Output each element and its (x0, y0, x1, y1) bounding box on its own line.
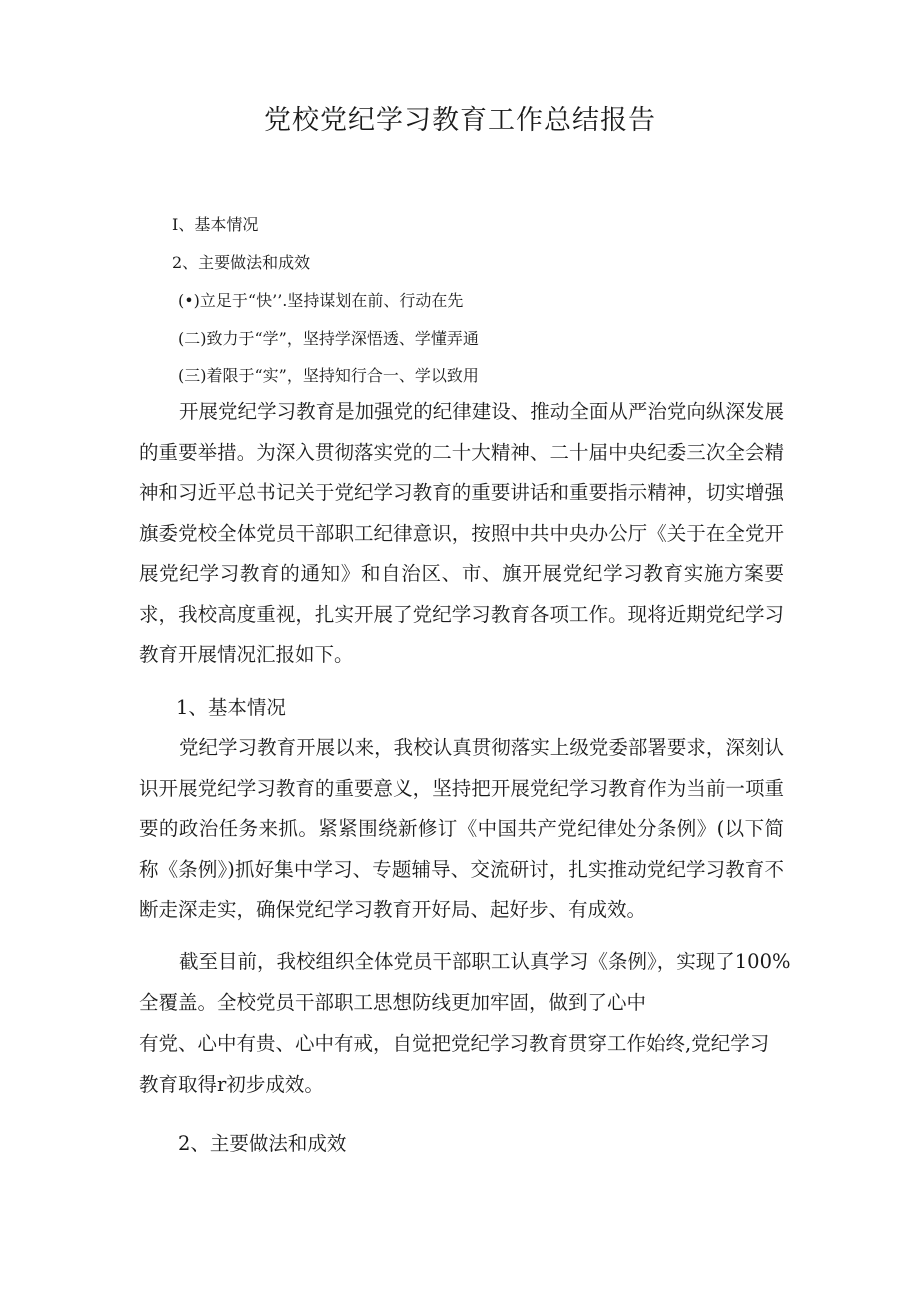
section-1-heading: 1、基本情况 (176, 696, 286, 719)
toc-subitem-1: (•)立足于“快’’.坚持谋划在前、行动在先 (178, 291, 464, 310)
toc-item-2: 2、主要做法和成效 (172, 253, 311, 272)
section-2-heading: 2、主要做法和成效 (178, 1132, 347, 1155)
section-1-paragraph-2-line-4: 教育取得r初步成效。 (139, 1073, 324, 1096)
section-1-paragraph-2-line-1: 截至目前，我校组织全体党员干部职工认真学习《条例》，实现了100% (179, 950, 791, 973)
intro-paragraph: 开展党纪学习教育是加强党的纪律建设、推动全面从严治党向纵深发展的重要举措。为深入贯彻落实党的二十大精神、二十届中央纪委三次全会精神和习近平总书记关于党纪学习教育的重要讲话和重要指示精神，切实增强旗委党校全体党员干部职工纪律意识，按照中共中央办公厅《关于在全党开展党纪学习教育的通知》和自治区、市、旗开展党纪学习教育实施方案要求，我校高度重视，扎实开展了党纪学习教育各项工作。现将近期党纪学习教育开展情况汇报如下。 (139, 400, 784, 666)
section-1-paragraph-2-line-2: 全覆盖。全校党员干部职工思想防线更加牢固，做到了心中 (139, 991, 647, 1014)
document-title: 党校党纪学习教育工作总结报告 (264, 105, 656, 136)
section-1-paragraph-2-line-3: 有党、心中有贵、心中有戒，自觉把党纪学习教育贯穿工作始终,党纪学习 (139, 1032, 770, 1055)
toc-item-1: I、基本情况 (172, 215, 259, 234)
toc-subitem-2: (二)致力于“学”，坚持学深悟透、学懂弄通 (178, 329, 479, 348)
toc-subitem-3: (三)着限于“实”，坚持知行合一、学以致用 (178, 366, 479, 385)
section-1-paragraph-1: 党纪学习教育开展以来，我校认真贯彻落实上级党委部署要求，深刻认识开展党纪学习教育的重要意义，坚持把开展党纪学习教育作为当前一项重要的政治任务来抓。紧紧围绕新修订《中国共产党纪律处分条例》(以下简称《条例》)抓好集中学习、专题辅导、交流研讨，扎实推动党纪学习教育不断走深走实，确保党纪学习教育开好局、起好步、有成效。 (139, 736, 784, 921)
